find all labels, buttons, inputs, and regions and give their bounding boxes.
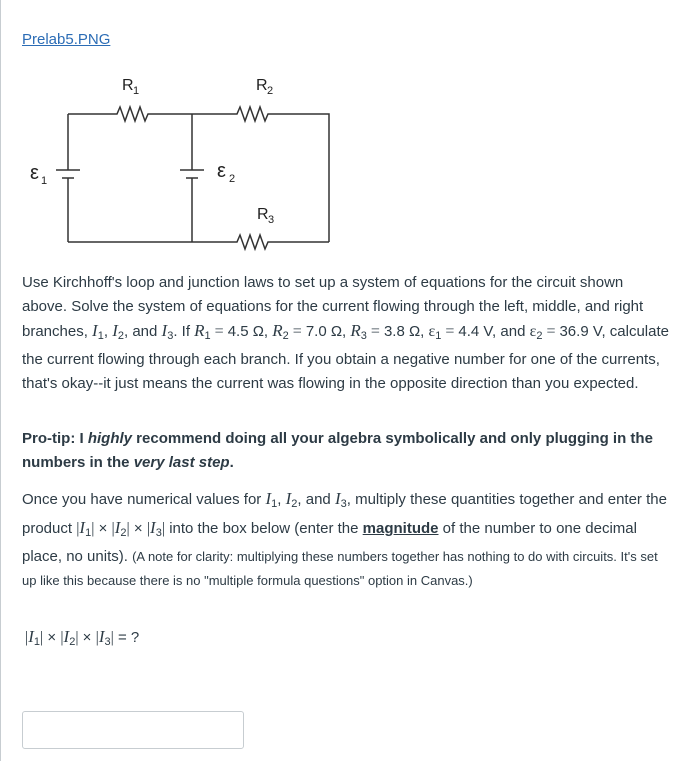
label-r2-sub: 2: [267, 85, 274, 97]
label-r3-sub: 3: [268, 214, 275, 226]
file-link[interactable]: Prelab5.PNG: [22, 31, 111, 48]
label-e1-sub: 1: [41, 175, 48, 187]
label-e2-sub: 2: [229, 173, 236, 185]
circuit-diagram: [22, 66, 342, 256]
pro-tip-paragraph: Pro-tip: I highly recommend doing all your algebra symbolically and only plugging in the numbers in the very last step.: [22, 430, 653, 471]
label-r1-sub: 1: [133, 85, 140, 97]
answer-input[interactable]: [22, 711, 244, 749]
label-e2: ε: [217, 160, 226, 182]
label-r3: R: [257, 206, 269, 223]
product-expression: $|I_1| \times |I_2| \times |I_3|$ = ?: [25, 627, 140, 648]
label-r1: R: [122, 77, 134, 94]
label-e1: ε: [30, 162, 39, 184]
label-r2: R: [256, 77, 268, 94]
instructions-paragraph: Once you have numerical values for $I_1$, $I_2$, and $I_3$, multiply these quantities together and enter the product $|I_1| \times |I_2| \times |I_3|$ into the box below (enter the magnitude of the number to one decimal place, no units). (A note for clarity: multiplying these numbers together has nothing to do with circuits. It's set up like this because there is no "multiple formula questions" option in Canvas.): [22, 489, 667, 588]
problem-paragraph: Use Kirchhoff's loop and junction laws to set up a system of equations for the circuit shown above. Solve the system of equations for the current flowing through the left, middle, and right branches, $I_1$, $I_2$, and $I_3$. If $R_1 = 4.5$ Ω, $R_2 = 7.0$ Ω, $R_3 = 3.8$ Ω, $\varepsilon_1 = 4.4$ V, and $\varepsilon_2 = 36.9$ V, calculate the current flowing through each branch. If you obtain a negative number for one of the currents, that's okay--it just means the current was flowing in the opposite direction than you expected.: [22, 274, 669, 392]
left-border: [0, 0, 1, 761]
